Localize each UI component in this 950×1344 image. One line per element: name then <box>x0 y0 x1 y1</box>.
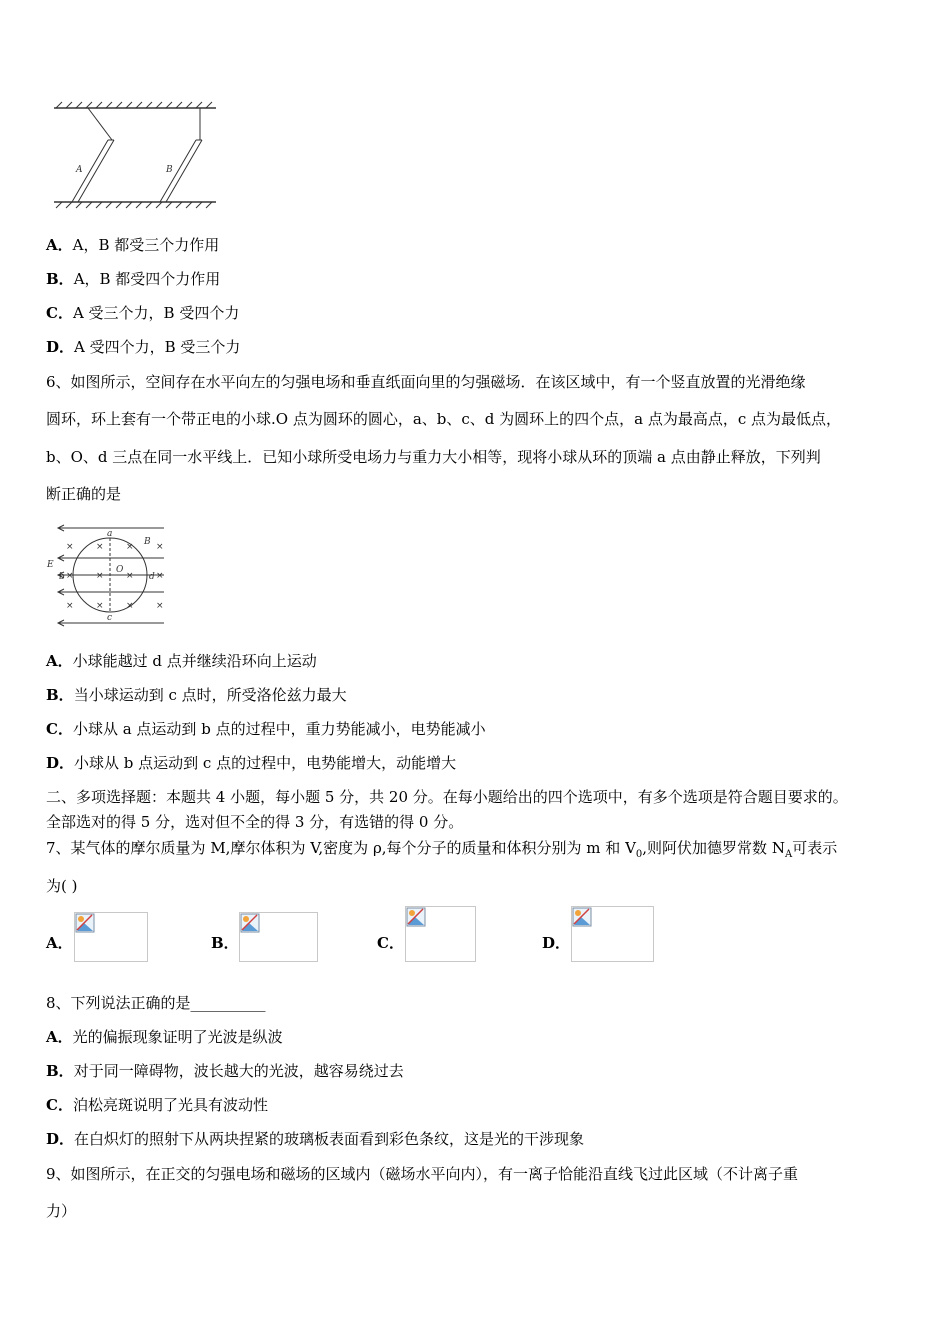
option-text: A，B 都受四个力作用 <box>73 270 221 288</box>
svg-text:×: × <box>66 542 74 552</box>
section2-instructions-1: 二、多项选择题：本题共 4 小题，每小题 5 分，共 20 分。在每小题给出的四个选项中，有多个选项是符合题目要求的。 <box>46 788 848 806</box>
q7-sub-0: 0 <box>635 849 643 860</box>
q6-stem-line-3: b、O、d 三点在同一水平线上．已知小球所受电场力与重力大小相等，现将小球从环的顶端 a 点由静止释放，下列判 <box>46 448 821 466</box>
q6-stem-line-4: 断正确的是 <box>46 485 122 503</box>
option-text: 当小球运动到 c 点时，所受洛伦兹力最大 <box>73 686 347 704</box>
q7-option-a-image[interactable] <box>74 912 148 962</box>
q6-stem-line-1: 6、如图所示，空间存在水平向左的匀强电场和垂直纸面向里的匀强磁场．在该区域中，有一个竖直放置的光滑绝缘 <box>46 373 806 391</box>
option-text: 小球能越过 d 点并继续沿环向上运动 <box>72 652 317 670</box>
q7-option-d-image[interactable] <box>571 906 654 962</box>
q5-option-b <box>46 269 220 289</box>
label-b-point: b <box>59 572 65 582</box>
q7-text-b: ,则阿伏加德罗常数 N <box>642 839 785 857</box>
option-text: A 受四个力，B 受三个力 <box>74 338 241 356</box>
q8-option-a <box>46 1027 283 1047</box>
option-letter: D． <box>46 1130 75 1148</box>
label-a-point: a <box>107 529 113 539</box>
q7-option-c-label: C． <box>377 934 404 952</box>
q8-option-d <box>46 1129 584 1149</box>
q6-stem-line-2: 圆环，环上套有一个带正电的小球.O 点为圆环的圆心，a、b、c、d 为圆环上的四个点，a 点为最高点，c 点为最低点， <box>46 410 842 428</box>
q6-option-a <box>46 651 317 671</box>
q7-option-c-image[interactable] <box>405 906 476 962</box>
svg-text:×: × <box>96 571 104 581</box>
option-letter: B． <box>46 686 74 704</box>
svg-text:×: × <box>126 571 134 581</box>
q7-option-b-image[interactable] <box>239 912 318 962</box>
rod-label-b: B <box>166 165 173 175</box>
q9-stem-line-1: 9、如图所示，在正交的匀强电场和磁场的区域内（磁场水平向内），有一离子恰能沿直线飞过此区域（不计离子重 <box>46 1165 799 1183</box>
option-letter: D． <box>46 754 75 772</box>
option-text: 光的偏振现象证明了光波是纵波 <box>72 1028 283 1046</box>
q6-option-c <box>46 719 486 739</box>
label-d-point: d <box>149 572 155 582</box>
option-text: 小球从 a 点运动到 b 点的过程中，重力势能减小，电势能减小 <box>72 720 486 738</box>
option-text: 泊松亮斑说明了光具有波动性 <box>72 1096 268 1114</box>
option-letter: B． <box>46 1062 74 1080</box>
label-c-point: c <box>107 613 113 623</box>
q6-option-b <box>46 685 347 705</box>
label-b-field: B <box>144 537 151 547</box>
svg-text:×: × <box>96 542 104 552</box>
svg-text:×: × <box>126 601 134 611</box>
option-text: A 受三个力，B 受四个力 <box>72 304 240 322</box>
option-letter: A． <box>46 236 73 254</box>
broken-image-icon <box>406 907 426 927</box>
q7-text-a: 7、某气体的摩尔质量为 M,摩尔体积为 V,密度为 ρ,每个分子的质量和体积分别为 m 和 V <box>46 839 636 857</box>
q7-option-b-label: B． <box>211 934 239 952</box>
q7-stem-line-1 <box>46 838 837 865</box>
option-letter: B． <box>46 270 74 288</box>
option-text: 在白炽灯的照射下从两块捏紧的玻璃板表面看到彩色条纹，这是光的干涉现象 <box>74 1130 585 1148</box>
q6-option-d <box>46 753 456 773</box>
label-o-point: O <box>116 565 124 575</box>
option-letter: C． <box>46 304 73 322</box>
option-text: 对于同一障碍物，波长越大的光波，越容易绕过去 <box>73 1062 404 1080</box>
option-text: A，B 都受三个力作用 <box>72 236 220 254</box>
svg-text:×: × <box>156 542 164 552</box>
svg-text:×: × <box>156 601 164 611</box>
option-letter: C． <box>46 720 73 738</box>
ring-field-figure <box>44 522 168 630</box>
q5-option-c <box>46 303 239 323</box>
svg-text:×: × <box>66 571 74 581</box>
option-letter: A． <box>46 652 73 670</box>
q8-option-b <box>46 1061 404 1081</box>
q7-sub-a: A <box>784 849 793 860</box>
svg-text:×: × <box>126 542 134 552</box>
section2-instructions-2: 全部选对的得 5 分，选对但不全的得 3 分，有选错的得 0 分。 <box>46 813 464 831</box>
option-letter: C． <box>46 1096 73 1114</box>
q8-option-c <box>46 1095 268 1115</box>
q7-option-a-label: A． <box>46 934 73 952</box>
svg-text:×: × <box>156 571 164 581</box>
q8-stem: 8、下列说法正确的是__________ <box>46 994 266 1012</box>
rods-figure <box>50 100 220 212</box>
broken-image-icon <box>572 907 592 927</box>
svg-text:×: × <box>96 601 104 611</box>
broken-image-icon <box>75 913 95 933</box>
svg-text:×: × <box>66 601 74 611</box>
q7-text-c: 可表示 <box>792 839 838 857</box>
label-e: E <box>47 560 54 570</box>
option-letter: A． <box>46 1028 73 1046</box>
broken-image-icon <box>240 913 260 933</box>
q7-option-d-label: D． <box>542 934 571 952</box>
q5-option-d <box>46 337 240 357</box>
option-letter: D． <box>46 338 75 356</box>
q5-option-a <box>46 235 219 255</box>
q9-stem-line-2: 力） <box>46 1202 77 1220</box>
option-text: 小球从 b 点运动到 c 点的过程中，电势能增大，动能增大 <box>74 754 457 772</box>
rod-label-a: A <box>76 165 83 175</box>
q7-stem-line-2: 为( ) <box>46 877 78 895</box>
